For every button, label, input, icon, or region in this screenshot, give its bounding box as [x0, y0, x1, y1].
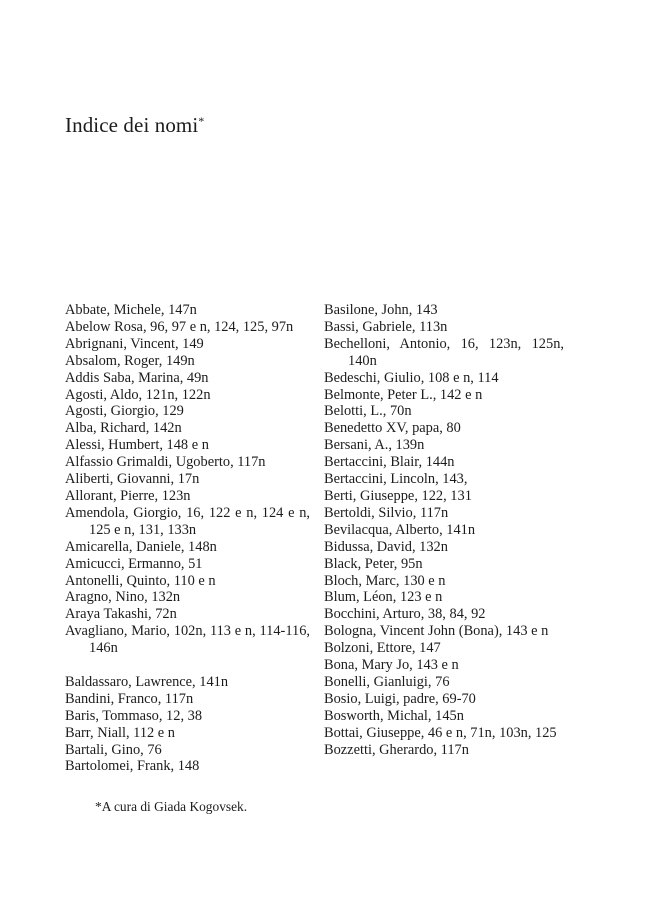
index-entry: Bolzoni, Ettore, 147 [324, 640, 441, 657]
index-entry: Black, Peter, 95n [324, 555, 423, 572]
index-entry: Alfassio Grimaldi, Ugoberto, 117n [65, 454, 266, 471]
index-entry: Abelow Rosa, 96, 97 e n, 124, 125, 97n [65, 318, 294, 335]
index-entry: Baris, Tommaso, 12, 38 [65, 707, 203, 724]
index-entry: Benedetto XV, papa, 80 [324, 420, 461, 437]
index-entry: Bedeschi, Giulio, 108 e n, 114 [324, 369, 499, 386]
index-entry: Berti, Giuseppe, 122, 131 [324, 487, 472, 504]
letter-group-gap [65, 657, 310, 674]
index-entry: Amendola, Giorgio, 16, 122 e n, 124 e n, 125 e n, 131, 133n [65, 504, 310, 538]
index-entry: Bologna, Vincent John (Bona), 143 e n [324, 623, 549, 640]
index-entry: Belotti, L., 70n [324, 403, 412, 420]
index-entry: Bechelloni, Antonio, 16, 123n, 125n, 140n [324, 335, 564, 369]
index-entry: Bosio, Luigi, padre, 69-70 [324, 690, 476, 707]
title-footnote-mark: * [198, 114, 205, 128]
index-entry: Bevilacqua, Alberto, 141n [324, 521, 476, 538]
footnote: *A cura di Giada Kogovsek. [95, 799, 248, 814]
index-entry: Amicarella, Daniele, 148n [65, 538, 217, 555]
index-entry: Blum, Léon, 123 e n [324, 589, 443, 606]
index-entry: Bottai, Giuseppe, 46 e n, 71n, 103n, 125 [324, 724, 557, 741]
index-entry: Baldassaro, Lawrence, 141n [65, 673, 229, 690]
index-entry: Araya Takashi, 72n [65, 606, 177, 623]
index-entry: Bozzetti, Gherardo, 117n [324, 741, 469, 758]
index-entry: Avagliano, Mario, 102n, 113 e n, 114-116, 146n [65, 623, 310, 657]
index-entry: Alba, Richard, 142n [65, 420, 182, 437]
index-entry: Aragno, Nino, 132n [65, 589, 181, 606]
index-entry: Belmonte, Peter L., 142 e n [324, 386, 483, 403]
index-entry: Amicucci, Ermanno, 51 [65, 555, 203, 572]
index-entry: Bartali, Gino, 76 [65, 741, 162, 758]
index-entry: Agosti, Giorgio, 129 [65, 403, 184, 420]
index-entry: Addis Saba, Marina, 49n [65, 369, 209, 386]
index-column-right [324, 302, 564, 758]
index-entry: Bertaccini, Blair, 144n [324, 454, 455, 471]
index-column-left [65, 302, 310, 775]
index-entry: Bertaccini, Lincoln, 143, [324, 471, 468, 488]
index-entry: Allorant, Pierre, 123n [65, 487, 191, 504]
page-title-text: Indice dei nomi [65, 113, 199, 137]
index-entry: Absalom, Roger, 149n [65, 352, 195, 369]
index-entry: Bassi, Gabriele, 113n [324, 318, 448, 335]
index-entry: Antonelli, Quinto, 110 e n [65, 572, 216, 589]
index-entry: Bocchini, Arturo, 38, 84, 92 [324, 606, 486, 623]
index-entry: Aliberti, Giovanni, 17n [65, 471, 200, 488]
index-entry: Bidussa, David, 132n [324, 538, 448, 555]
index-entry: Bloch, Marc, 130 e n [324, 572, 446, 589]
index-entry: Bartolomei, Frank, 148 [65, 758, 200, 775]
index-entry: Barr, Niall, 112 e n [65, 724, 175, 741]
index-entry: Bosworth, Michal, 145n [324, 707, 464, 724]
index-entry: Bertoldi, Silvio, 117n [324, 504, 449, 521]
index-entry: Bandini, Franco, 117n [65, 690, 194, 707]
index-entry: Agosti, Aldo, 121n, 122n [65, 386, 211, 403]
index-entry: Bona, Mary Jo, 143 e n [324, 657, 459, 674]
index-entry: Abrignani, Vincent, 149 [65, 335, 204, 352]
index-entry: Alessi, Humbert, 148 e n [65, 437, 209, 454]
index-entry: Bonelli, Gianluigi, 76 [324, 673, 450, 690]
index-entry: Bersani, A., 139n [324, 437, 425, 454]
index-entry: Abbate, Michele, 147n [65, 302, 197, 318]
page-title [65, 113, 204, 138]
index-entry: Basilone, John, 143 [324, 302, 438, 318]
